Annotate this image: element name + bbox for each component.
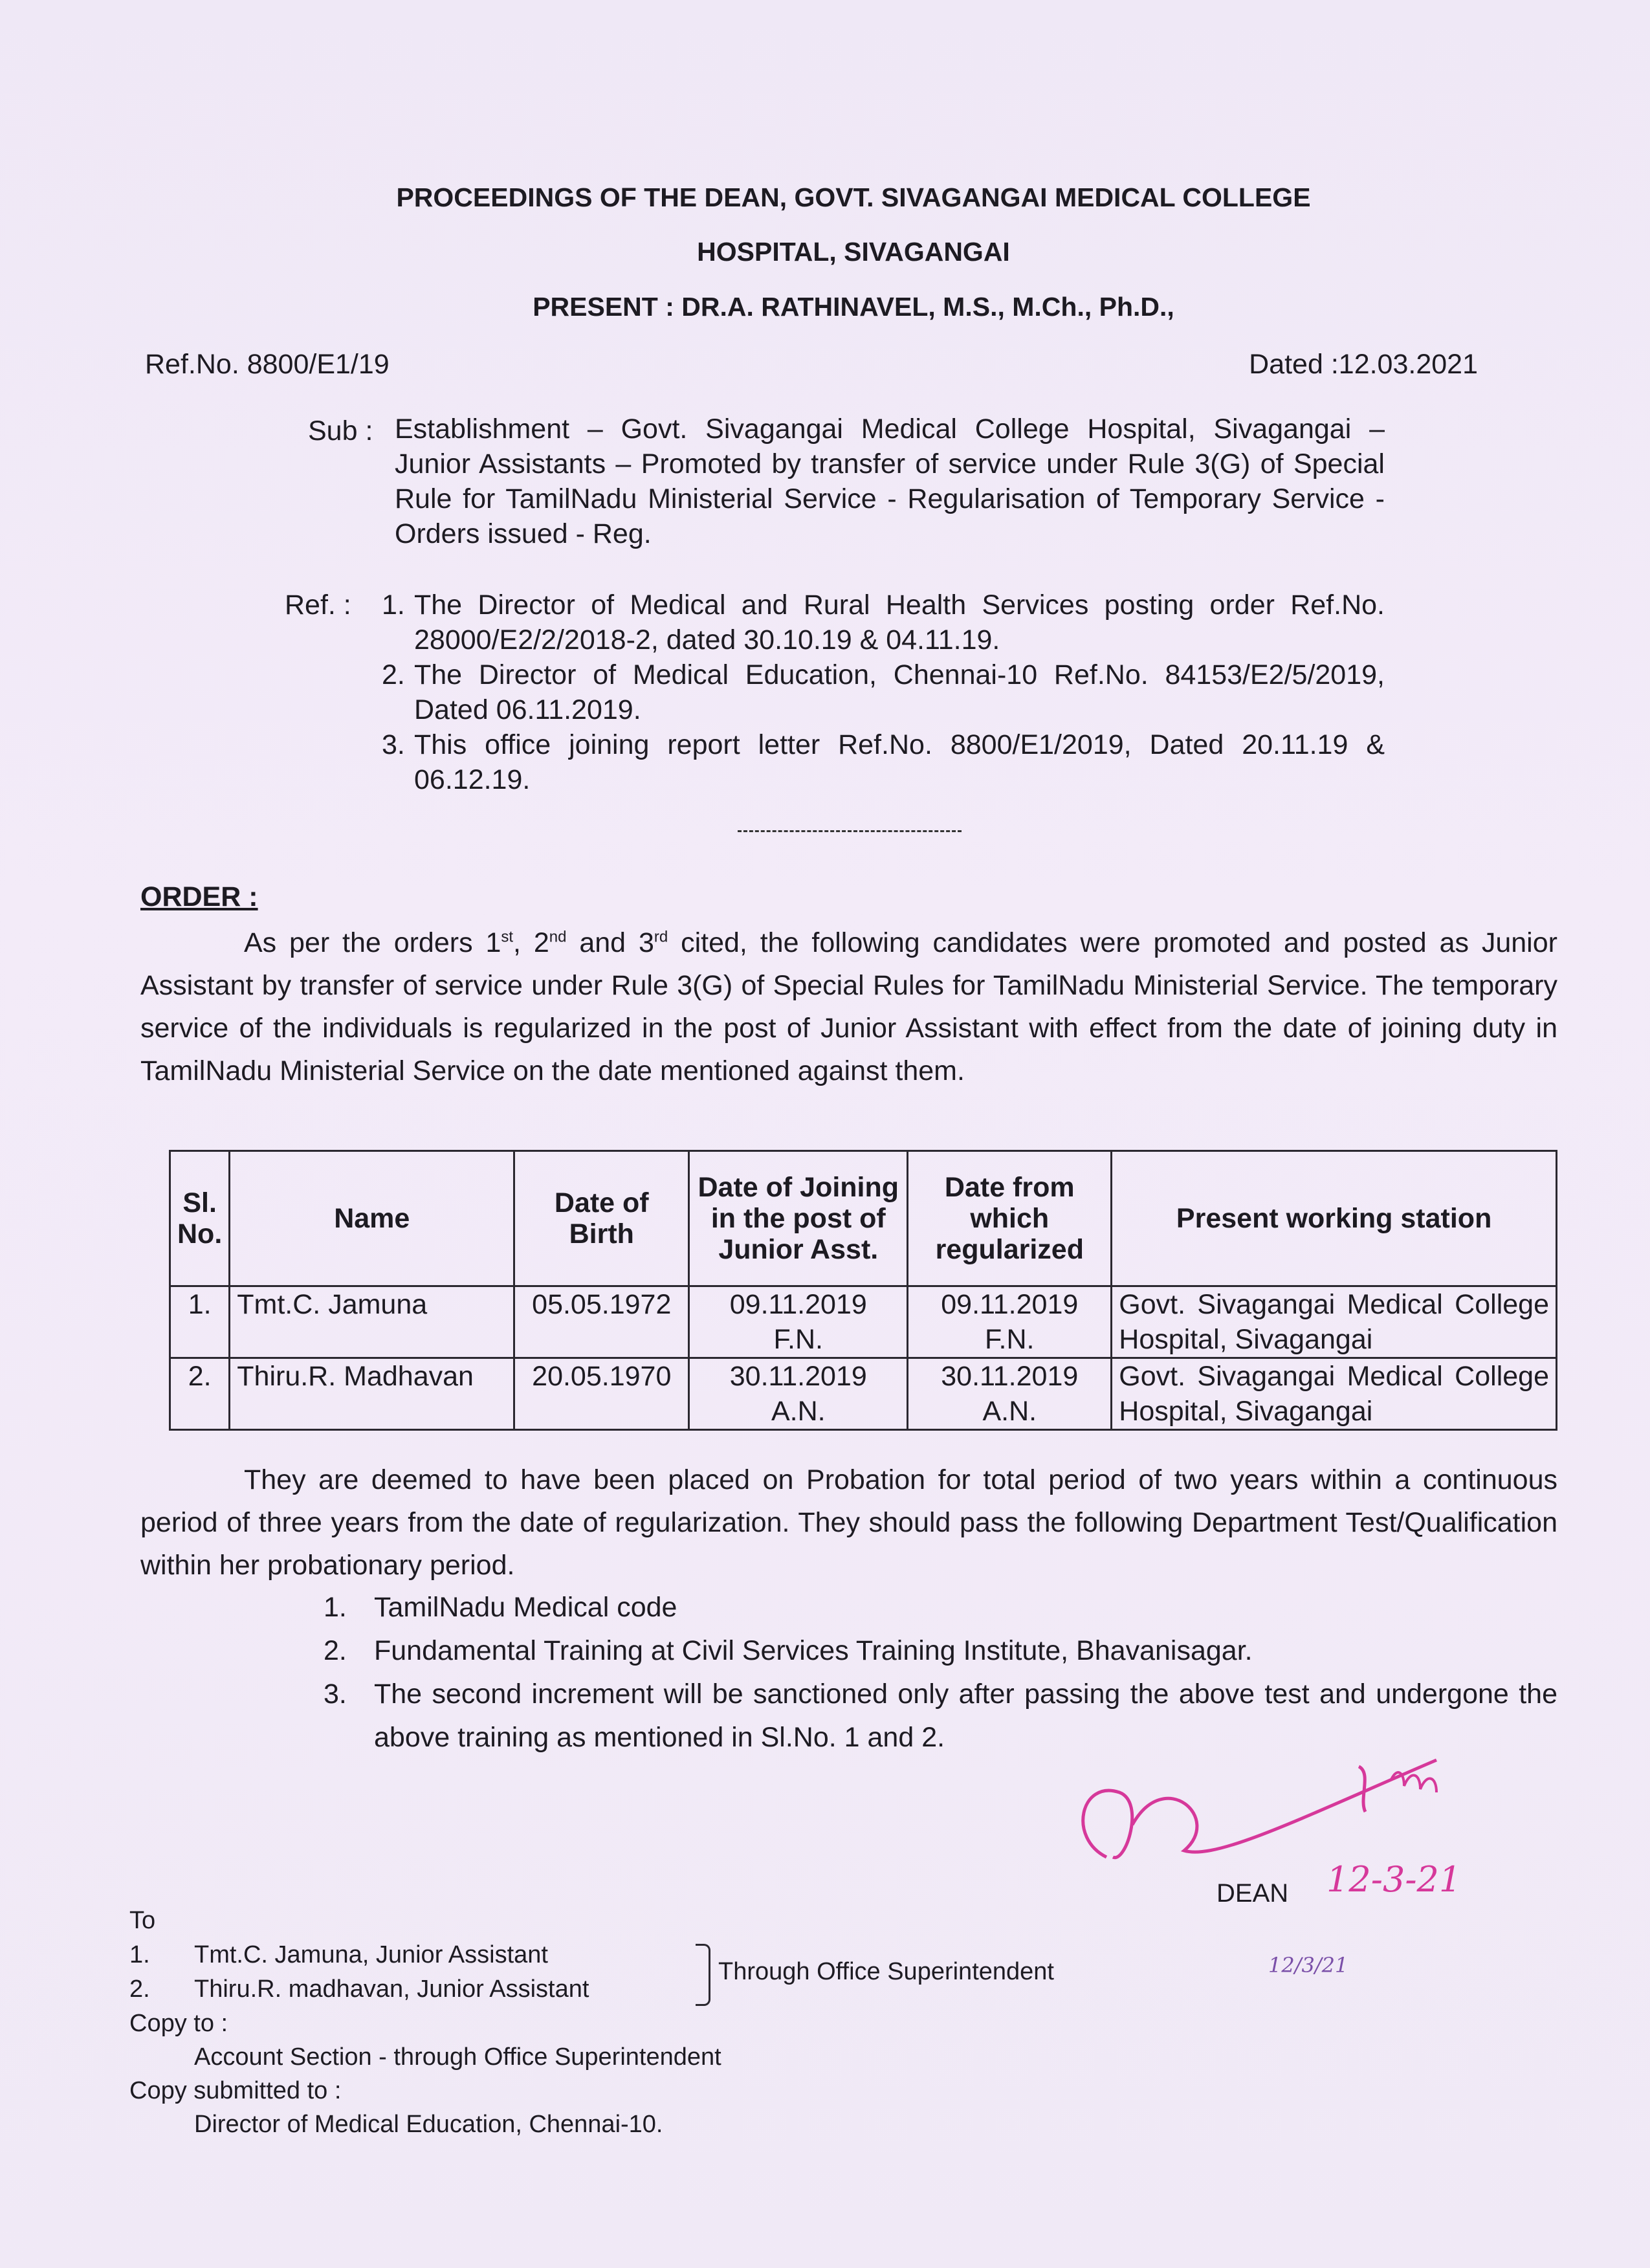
regularized-session: A.N. (982, 1396, 1037, 1427)
col-header: Date of Joining in the post of Junior Asst. (689, 1151, 908, 1286)
to-num: 2. (129, 1976, 150, 2003)
to-label: To (129, 1907, 156, 1934)
order-text: cited, the following candidates were promoted and posted as Junior Assistant by transfer of service under Rule 3(G) of Special Rules for TamilNadu Ministerial Service. The temporary service of the individuals is regularized in the post of Junior Assistant with effect from the date of joining duty in TamilNadu Ministerial Service on the date mentioned against them. (140, 927, 1557, 1086)
subject-label: Sub : (308, 415, 373, 446)
col-header: Present working station (1112, 1151, 1557, 1286)
item-text: The second increment will be sanctioned only after passing the above test and undergone the above training as mentioned in Sl.No. 1 and 2. (374, 1679, 1557, 1753)
probation-list (324, 1586, 1557, 1759)
cell-regularized (908, 1286, 1112, 1358)
cell-sl: 2. (170, 1358, 230, 1430)
to-item (129, 1972, 589, 2006)
joining-session: F.N. (773, 1324, 823, 1355)
brace-icon (696, 1944, 710, 2006)
references-list (382, 588, 1385, 797)
cell-sl: 1. (170, 1286, 230, 1358)
copy-submitted-label: Copy submitted to : (129, 2077, 342, 2104)
regularized-date: 30.11.2019 (941, 1361, 1079, 1392)
cell-station: Govt. Sivagangai Medical College Hospital, Sivagangai (1112, 1286, 1557, 1358)
ref-number: Ref.No. 8800/E1/19 (145, 349, 390, 380)
cell-joining (689, 1286, 908, 1358)
cell-regularized (908, 1358, 1112, 1430)
header-line-1: PROCEEDINGS OF THE DEAN, GOVT. SIVAGANGAI MEDICAL COLLEGE (396, 182, 1311, 212)
order-heading: ORDER : (140, 881, 258, 912)
cell-name: Tmt.C. Jamuna (230, 1286, 514, 1358)
col-header: Sl. No. (170, 1151, 230, 1286)
table-header-row (170, 1151, 1557, 1286)
reference-num: 2. (382, 659, 405, 690)
through-text: Through Office Superintendent (718, 1958, 1054, 1985)
reference-item (382, 727, 1385, 797)
cell-name: Thiru.R. Madhavan (230, 1358, 514, 1430)
order-text: As per the orders 1 (244, 927, 501, 958)
copy-text: Account Section - through Office Superintendent (194, 2043, 721, 2071)
order-sup: rd (654, 928, 668, 946)
col-header: Name (230, 1151, 514, 1286)
references-label: Ref. : (285, 589, 351, 621)
cell-station: Govt. Sivagangai Medical College Hospital, Sivagangai (1112, 1358, 1557, 1430)
to-text: Tmt.C. Jamuna, Junior Assistant (194, 1941, 548, 1968)
cell-joining (689, 1358, 908, 1430)
table-row (170, 1286, 1557, 1358)
reference-text: The Director of Medical Education, Chennai-10 Ref.No. 84153/E2/5/2019, Dated 06.11.2019. (414, 659, 1385, 725)
order-text: and 3 (566, 927, 654, 958)
item-text: Fundamental Training at Civil Services Training Institute, Bhavanisagar. (374, 1635, 1253, 1666)
order-paragraph (140, 921, 1557, 1092)
cell-dob: 05.05.1972 (514, 1286, 689, 1358)
to-item (129, 1938, 548, 1972)
table-row (170, 1358, 1557, 1430)
item-num: 3. (324, 1679, 347, 1710)
header-line-2: HOSPITAL, SIVAGANGAI (697, 237, 1010, 267)
to-text: Thiru.R. madhavan, Junior Assistant (194, 1976, 589, 2003)
reference-text: This office joining report letter Ref.No. 8800/E1/2019, Dated 20.11.19 & 06.12.19. (414, 729, 1385, 795)
col-header: Date from which regularized (908, 1151, 1112, 1286)
joining-session: A.N. (771, 1396, 826, 1427)
item-num: 2. (324, 1635, 347, 1666)
joining-date: 30.11.2019 (729, 1361, 867, 1392)
reference-num: 3. (382, 729, 405, 760)
handwritten-date: 12-3-21 (1326, 1859, 1462, 1900)
subject-text: Establishment – Govt. Sivagangai Medical College Hospital, Sivagangai – Junior Assistants – Promoted by transfer of service under Rule 3(G) of Special Rule for TamilNadu Ministerial Service - Regularisation of Temporary Service - Orders issued - Reg. (395, 413, 1385, 549)
probation-item (324, 1629, 1557, 1673)
candidates-table (169, 1150, 1557, 1431)
copy-submitted-text: Director of Medical Education, Chennai-10. (194, 2111, 663, 2138)
col-header: Date of Birth (514, 1151, 689, 1286)
probation-paragraph: They are deemed to have been placed on Probation for total period of two years within a continuous period of three years from the date of regularization. They should pass the following Department Test/Qualification within her probationary period. (140, 1464, 1557, 1581)
reference-item (382, 657, 1385, 727)
signature-icon (1055, 1741, 1546, 1864)
item-text: TamilNadu Medical code (374, 1592, 677, 1623)
initial-date: 12/3/21 (1268, 1953, 1348, 1977)
reference-text: The Director of Medical and Rural Health Services posting order Ref.No. 28000/E2/2/2018-2, dated 30.10.19 & 04.11.19. (414, 589, 1385, 655)
separator (738, 830, 962, 832)
cell-dob: 20.05.1970 (514, 1358, 689, 1430)
copy-label: Copy to : (129, 2010, 228, 2037)
order-sup: st (501, 928, 514, 946)
to-num: 1. (129, 1941, 150, 1968)
reference-item (382, 588, 1385, 657)
probation-item (324, 1586, 1557, 1629)
order-sup: nd (549, 928, 567, 946)
header-line-3: PRESENT : DR.A. RATHINAVEL, M.S., M.Ch., Ph.D., (533, 292, 1174, 322)
dean-designation: DEAN (1216, 1879, 1289, 1908)
dated: Dated :12.03.2021 (1249, 349, 1478, 380)
order-text: , 2 (513, 927, 549, 958)
item-num: 1. (324, 1592, 347, 1623)
joining-date: 09.11.2019 (729, 1289, 867, 1320)
reference-num: 1. (382, 589, 405, 621)
regularized-date: 09.11.2019 (941, 1289, 1079, 1320)
regularized-session: F.N. (985, 1324, 1035, 1355)
